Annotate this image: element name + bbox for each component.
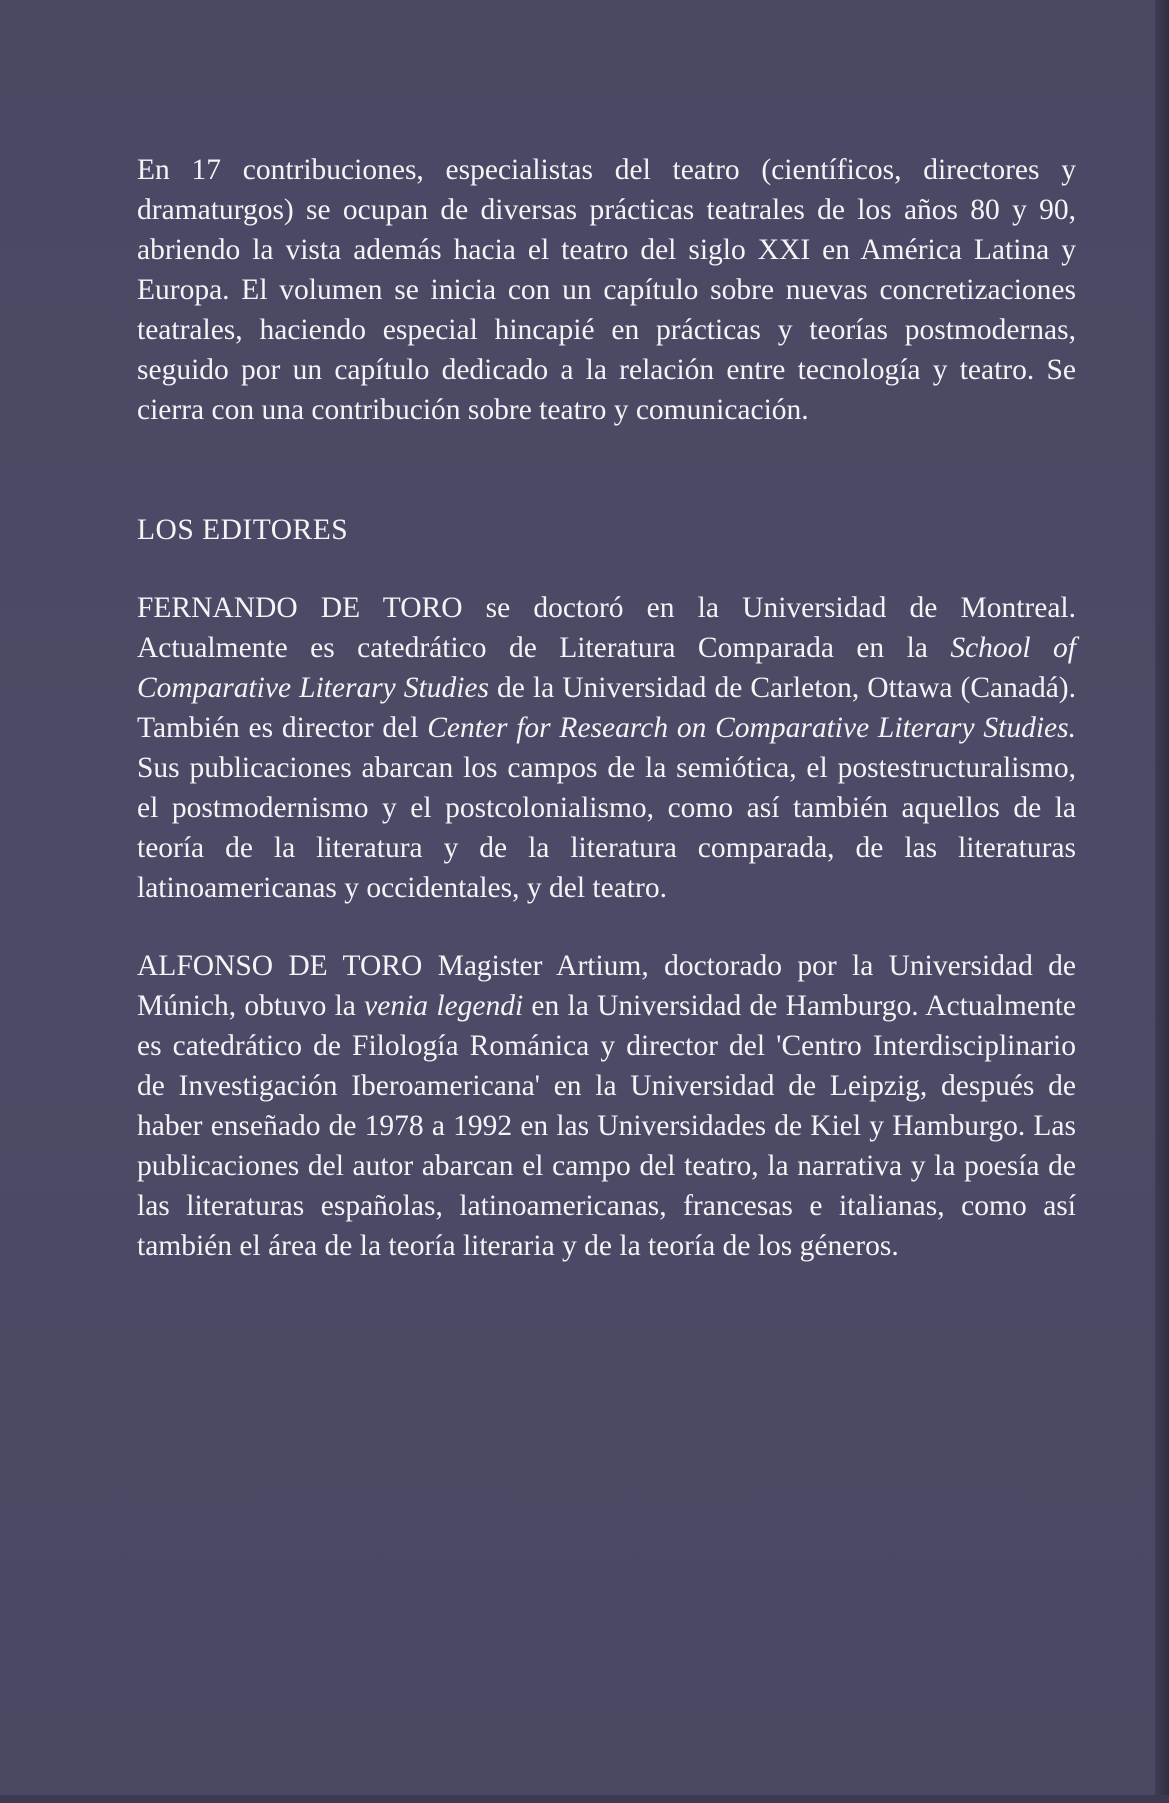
fernando-bio-school: School of Comparative Literary Studies [137, 632, 1076, 704]
fernando-bio-text-3: Sus publicaciones abarcan los campos de la semiótica, el postestructuralismo, el postmodernismo y el postcolonialismo, como así también aquellos de la teoría de la literatura y de la literatura comparada, de las literaturas latinoamericanas y occidentales, y del teatro. [137, 752, 1076, 904]
fernando-bio-center: Center for Research on Comparative Literary Studies. [427, 712, 1076, 744]
alfonso-bio-text-1: ALFONSO DE TORO Magister Artium, doctorado por la Universidad de Múnich, obtuvo la [137, 950, 1076, 1022]
alfonso-bio [137, 946, 1076, 1266]
editors-heading: LOS EDITORES [137, 514, 349, 546]
intro-paragraph: En 17 contribuciones, especialistas del teatro (científicos, directores y dramaturgos) se ocupan de diversas prácticas teatrales de los años 80 y 90, abriendo la vista además hacia el teatro del siglo XXI en América Latina y Europa. El volumen se inicia con un capítulo sobre nuevas concretizaciones teatrales, haciendo especial hincapié en prácticas y teorías postmodernas, seguido por un capítulo dedicado a la relación entre tecnología y teatro. Se cierra con una contribución sobre teatro y comunicación. [137, 154, 1076, 426]
fernando-bio-text-1: FERNANDO DE TORO se doctoró en la Universidad de Montreal. Actualmente es catedrático de Literatura Comparada en la [137, 592, 1076, 664]
fernando-bio-text-2: de la Universidad de Carleton, Ottawa (Canadá). También es director del [137, 672, 1076, 744]
alfonso-bio-venia: venia legendi [364, 990, 524, 1022]
cover-text [137, 150, 1076, 1266]
fernando-bio [137, 588, 1076, 908]
alfonso-bio-text-2: en la Universidad de Hamburgo. Actualmente es catedrático de Filología Románica y director del 'Centro Interdisciplinario de Investigación Iberoamericana' en la Universidad de Leipzig, después de haber enseñado de 1978 a 1992 en las Universidades de Kiel y Hamburgo. Las publicaciones del autor abarcan el campo del teatro, la narrativa y la poesía de las literaturas españolas, latinoamericanas, francesas e italianas, como así también el área de la teoría literaria y de la teoría de los géneros. [137, 990, 1076, 1262]
cover-bottom-edge [0, 1795, 1169, 1803]
cover-right-edge [1155, 0, 1169, 1803]
